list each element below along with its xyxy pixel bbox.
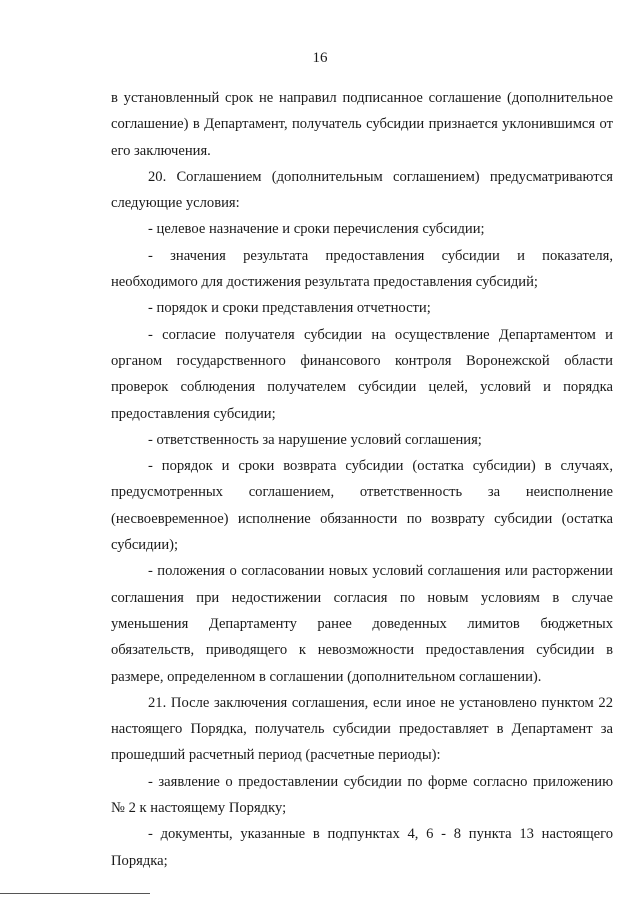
list-item: - документы, указанные в подпунктах 4, 6 - 8 пункта 13 настоящего Порядка; <box>111 826 613 869</box>
list-item: - ответственность за нарушение условий соглашения; <box>148 431 482 448</box>
list-item: - заявление о предоставлении субсидии по форме согласно приложению № 2 к настоящему Порядку; <box>111 773 613 817</box>
list-item: - целевое назначение и сроки перечисления субсидии; <box>148 221 485 238</box>
list-item: - положения о согласовании новых условий соглашения или расторжении соглашения при недостижении согласия по новым условиям в случае уменьшения Департаменту ранее доведенных лимитов бюджетных обязательств, приводящего к невозможности предоставления субсидии в размере, определенном в соглашении (дополнительном соглашении). <box>111 563 613 685</box>
list-item: - порядок и сроки представления отчетности; <box>148 300 431 317</box>
paragraph-continuation: в установленный срок не направил подписанное соглашение (дополнительное соглашение) в Департамент, получатель субсидии признается уклонившимся от его заключения. <box>111 90 613 159</box>
document-body <box>111 85 613 874</box>
page-number: 16 <box>312 50 328 66</box>
list-item: - согласие получателя субсидии на осуществление Департаментом и органом государственного финансового контроля Воронежской области проверок соблюдения получателем субсидии целей, условий и порядка предоставления субсидии; <box>111 326 613 422</box>
paragraph-20: 20. Соглашением (дополнительным соглашением) предусматриваются следующие условия: <box>111 168 613 212</box>
footnote-divider <box>0 893 150 894</box>
list-item: - порядок и сроки возврата субсидии (остатка субсидии) в случаях, предусмотренных соглашением, ответственность за неисполнение (несвоевременное) исполнение обязанности по возврату субсидии (остатка субсидии); <box>111 458 613 554</box>
list-item: - значения результата предоставления субсидии и показателя, необходимого для достижения результата предоставления субсидий; <box>111 247 613 291</box>
paragraph-21: 21. После заключения соглашения, если иное не установлено пунктом 22 настоящего Порядка, получатель субсидии предоставляет в Департамент за прошедший расчетный период (расчетные периоды): <box>111 694 613 764</box>
